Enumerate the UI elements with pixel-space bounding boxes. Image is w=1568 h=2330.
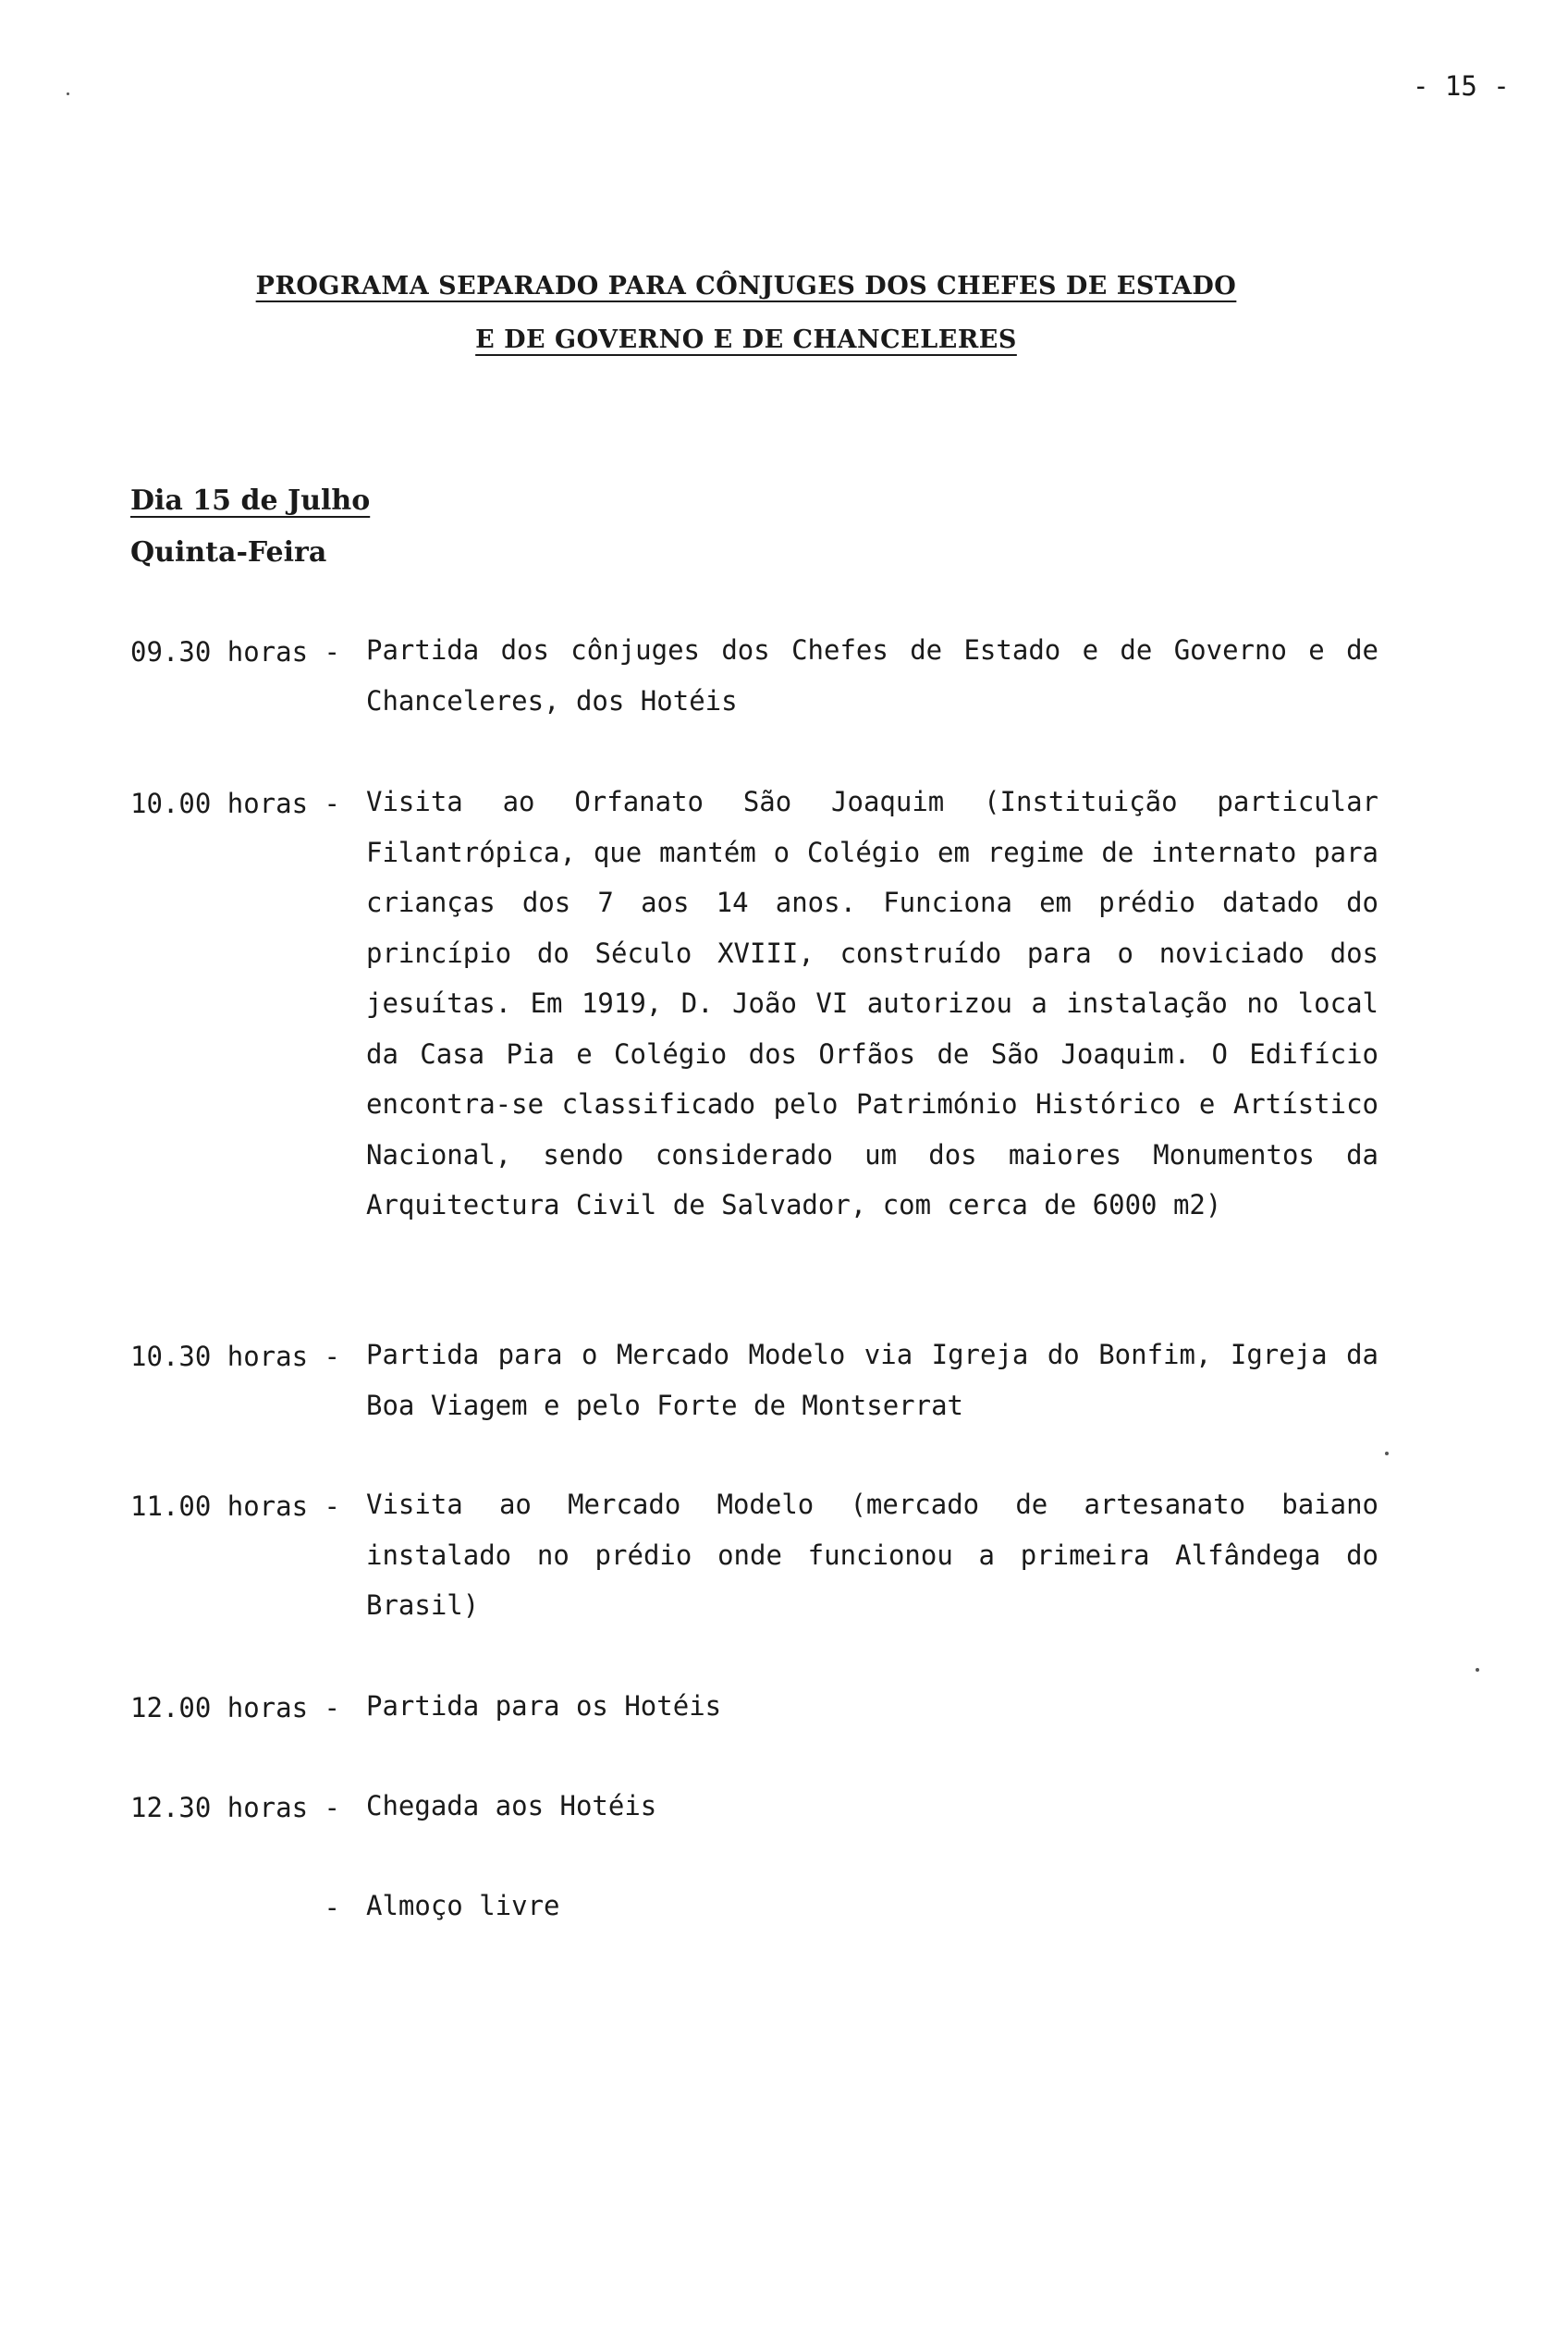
scan-speck	[1476, 1668, 1479, 1672]
program-title-line-1	[0, 272, 1492, 300]
day-weekday: Quinta-Feira	[130, 536, 327, 569]
entry-description: Visita ao Mercado Modelo (mercado de artesanato baiano instalado no prédio onde funcionou a primeira Alfândega do Brasil)	[366, 1489, 1378, 1621]
entry-time: 10.00 horas -	[130, 788, 340, 819]
entry-description: Partida para os Hotéis	[366, 1690, 722, 1722]
entry-description: Partida para o Mercado Modelo via Igreja do Bonfim, Igreja da Boa Viagem e pelo Forte de Montserrat	[366, 1339, 1378, 1421]
entry-time: -	[130, 1892, 340, 1923]
entry-time: 12.30 horas -	[130, 1792, 340, 1823]
entry-description: Visita ao Orfanato São Joaquim (Instituição particular Filantrópica, que mantém o Colégio em regime de internato para crianças dos 7 aos 14 anos. Funciona em prédio datado do princípio do Século XVIII, construído para o noviciado dos jesuítas. Em 1919, D. João VI autorizou a instalação no local da Casa Pia e Colégio dos Orfãos de São Joaquim. O Edifício encontra-se classificado pelo Património Histórico e Artístico Nacional, sendo considerado um dos maiores Monumentos da Arquitectura Civil de Salvador, com cerca de 6000 m2)	[366, 786, 1378, 1220]
page-number: - 15 -	[1413, 70, 1510, 102]
scan-speck	[1385, 1452, 1389, 1455]
scan-speck	[67, 92, 69, 95]
entry-description: Chegada aos Hotéis	[366, 1790, 657, 1821]
entry-description: Almoço livre	[366, 1890, 560, 1921]
entry-time: 10.30 horas -	[130, 1341, 340, 1372]
entry-description: Partida dos cônjuges dos Chefes de Estado e de Governo e de Chanceleres, dos Hotéis	[366, 634, 1378, 717]
entry-time: 12.00 horas -	[130, 1692, 340, 1723]
program-title-line-2	[0, 325, 1492, 354]
program-title-line-1-text: PROGRAMA SEPARADO PARA CÔNJUGES DOS CHEFES DE ESTADO	[255, 272, 1237, 300]
entry-time: 09.30 horas -	[130, 636, 340, 668]
entry-time: 11.00 horas -	[130, 1490, 340, 1522]
program-title-line-2-text: E DE GOVERNO E DE CHANCELERES	[475, 325, 1017, 354]
day-date: Dia 15 de Julho	[130, 484, 371, 517]
